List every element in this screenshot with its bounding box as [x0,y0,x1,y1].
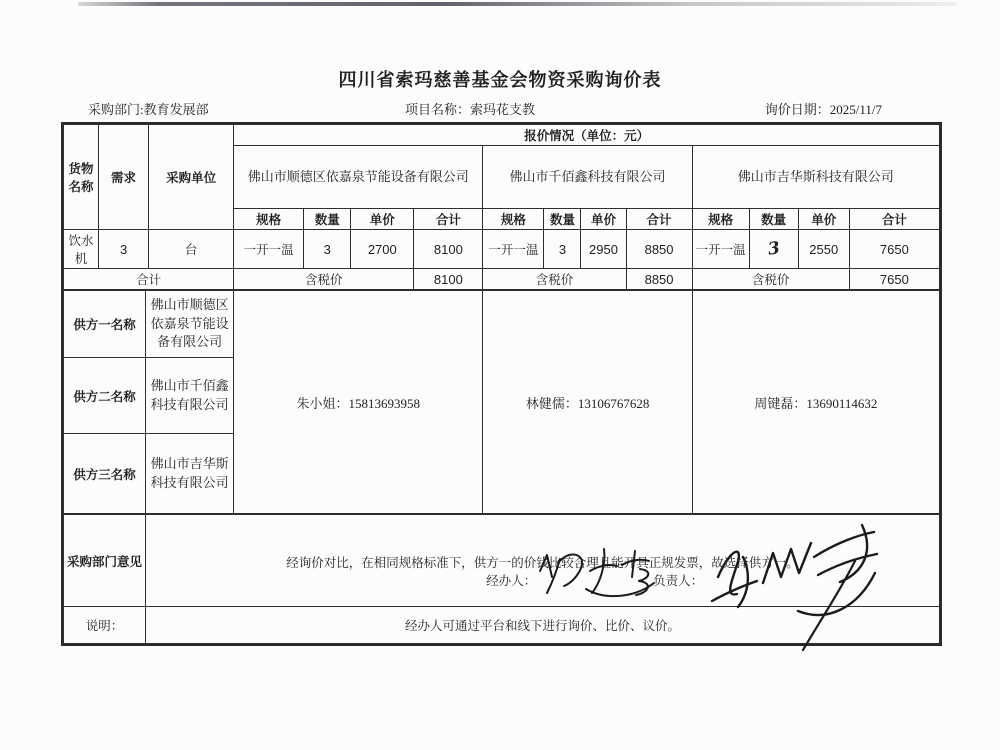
handler-signature [534,539,666,603]
item-demand-cell: 3 [99,230,149,269]
page-title: 四川省索玛慈善基金会物资采购询价表 [338,70,662,90]
supplier1-name: 佛山市顺德区依嘉泉节能设备有限公司 [146,291,234,358]
subheader-qty-1: 数量 [304,209,351,230]
supplier2-contact: 林健儒：13106767628 [483,291,692,514]
subheader-price-3: 单价 [798,209,849,230]
col-header-goods: 货物名称 [64,125,99,230]
item-row [64,230,940,269]
manager-label: 负责人： [653,574,704,588]
opinion-table [63,514,940,644]
scan-artifact-top [78,2,956,6]
supplier3-name-header: 佛山市吉华斯科技有限公司 [692,146,939,209]
quote-table [63,124,940,290]
supplier3-total-cell: 7650 [849,230,939,269]
handler-label: 经办人： [486,574,537,588]
col-header-unit: 采购单位 [149,125,234,230]
subheader-qty-3: 数量 [749,209,798,230]
opinion-text: 经询价对比，在相同规格标准下，供方一的价钱比较合理且能开具正规发票，故选择供方一。 [286,555,799,570]
subheader-total-1: 合计 [414,209,483,230]
supplier1-name-header: 佛山市顺德区依嘉泉节能设备有限公司 [234,146,483,209]
supplier1-tax-total: 8100 [414,269,483,290]
inquiry-sheet [61,122,942,646]
supplier3-label: 供方三名称 [64,434,146,514]
quote-section-header: 报价情况（单位：元） [234,125,940,146]
subheader-spec-3: 规格 [692,209,749,230]
supplier2-price-cell: 2950 [581,230,626,269]
subheader-spec-2: 规格 [483,209,544,230]
supplier2-total-cell: 8850 [626,230,692,269]
subheader-price-2: 单价 [581,209,626,230]
tax-price-label-3: 含税价 [692,269,849,290]
total-row-label: 合计 [64,269,234,290]
supplier1-contact: 朱小姐：15813693958 [234,291,483,514]
meta-project: 项目名称：索玛花支教 [404,102,535,117]
supplier2-tax-total: 8850 [626,269,692,290]
supplier3-name: 佛山市吉华斯科技有限公司 [146,434,234,514]
supplier3-price-cell: 2550 [798,230,849,269]
manager-signature [702,517,884,653]
supplier1-total-cell: 8100 [414,230,483,269]
supplier3-contact: 周键磊：13690114632 [692,291,939,514]
subheader-qty-2: 数量 [544,209,581,230]
col-header-demand: 需求 [99,125,149,230]
supplier1-qty-cell: 3 [304,230,351,269]
tax-price-label-1: 含税价 [234,269,414,290]
note-label: 说明： [64,607,146,644]
supplier1-label: 供方一名称 [64,291,146,358]
supplier-table [63,290,940,514]
meta-line [0,99,1000,117]
opinion-content [146,515,940,607]
supplier1-price-cell: 2700 [351,230,414,269]
note-text: 经办人可通过平台和线下进行询价、比价、议价。 [146,607,940,644]
supplier2-name-header: 佛山市千佰鑫科技有限公司 [483,146,692,209]
subheader-spec-1: 规格 [234,209,304,230]
opinion-label: 采购部门意见 [64,515,146,607]
total-row [64,269,940,290]
subheader-total-2: 合计 [626,209,692,230]
tax-price-label-2: 含税价 [483,269,626,290]
meta-date: 询价日期：2025/11/7 [764,102,882,117]
supplier3-qty-cell [749,230,798,269]
supplier2-name: 佛山市千佰鑫科技有限公司 [146,358,234,434]
supplier2-label: 供方二名称 [64,358,146,434]
supplier2-qty-cell: 3 [544,230,581,269]
supplier1-spec-cell: 一开一温 [234,230,304,269]
subheader-total-3: 合计 [849,209,939,230]
handwritten-qty: 3 [766,238,781,260]
supplier3-spec-cell: 一开一温 [692,230,749,269]
item-name-cell: 饮水机 [64,230,99,269]
supplier2-spec-cell: 一开一温 [483,230,544,269]
item-unit-cell: 台 [149,230,234,269]
supplier3-tax-total: 7650 [849,269,939,290]
meta-department: 采购部门:教育发展部 [88,102,209,117]
subheader-price-1: 单价 [351,209,414,230]
